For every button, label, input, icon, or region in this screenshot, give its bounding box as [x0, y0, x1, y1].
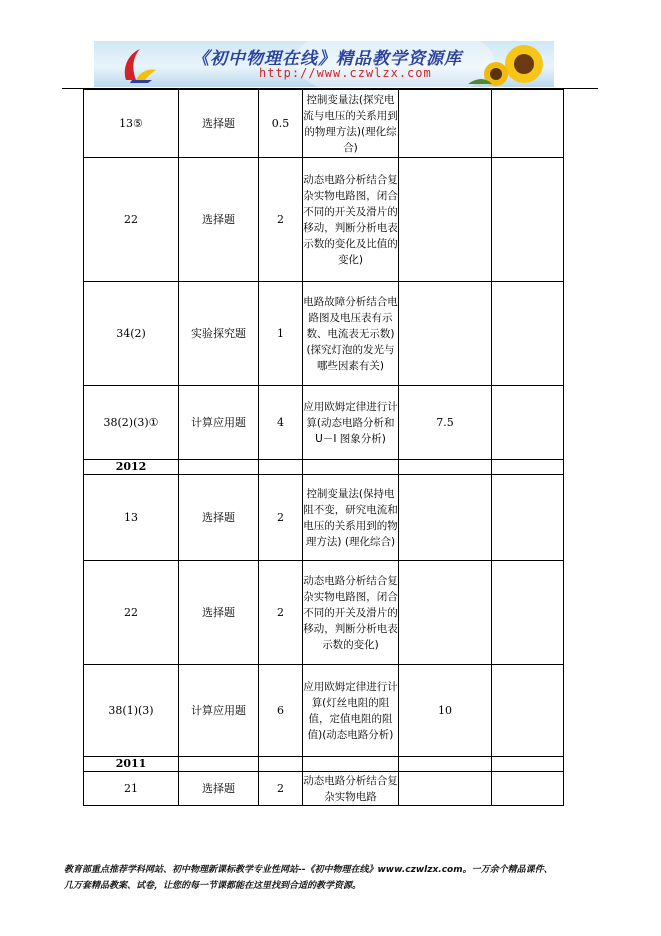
exam-analysis-table — [83, 89, 564, 806]
total-score-cell — [399, 158, 492, 282]
question-type-cell: 选择题 — [179, 158, 259, 282]
year-row — [84, 757, 564, 772]
table-row — [84, 90, 564, 158]
table-row — [84, 386, 564, 460]
empty-cell — [259, 460, 303, 475]
total-score-cell: 7.5 — [399, 386, 492, 460]
remark-cell — [492, 665, 564, 757]
question-number-cell: 22 — [84, 561, 179, 665]
empty-cell — [303, 757, 399, 772]
score-cell: 2 — [259, 561, 303, 665]
table-row — [84, 282, 564, 386]
question-type-cell: 选择题 — [179, 475, 259, 561]
remark-cell — [492, 386, 564, 460]
empty-cell — [399, 460, 492, 475]
empty-cell — [303, 460, 399, 475]
remark-cell — [492, 772, 564, 806]
banner-url[interactable]: http://www.czwlzx.com — [259, 66, 432, 80]
question-number-cell: 34(2) — [84, 282, 179, 386]
table-row — [84, 561, 564, 665]
table-row — [84, 158, 564, 282]
empty-cell — [492, 757, 564, 772]
site-logo-icon — [118, 46, 158, 84]
year-cell: 2012 — [84, 460, 179, 475]
sunflower-icon — [462, 44, 552, 86]
score-cell: 1 — [259, 282, 303, 386]
score-cell: 4 — [259, 386, 303, 460]
table-row — [84, 475, 564, 561]
knowledge-point-cell: 应用欧姆定律进行计算(动态电路分析和 U－I 图象分析) — [303, 386, 399, 460]
knowledge-point-cell: 动态电路分析结合复杂实物电路图，闭合不同的开关及滑片的移动，判断分析电表示数的变化及比值的变化) — [303, 158, 399, 282]
remark-cell — [492, 158, 564, 282]
empty-cell — [179, 460, 259, 475]
question-type-cell: 实验探究题 — [179, 282, 259, 386]
banner-title: 《初中物理在线》精品教学资源库 — [192, 49, 462, 69]
score-cell: 2 — [259, 158, 303, 282]
question-type-cell: 计算应用题 — [179, 665, 259, 757]
question-type-cell: 选择题 — [179, 772, 259, 806]
empty-cell — [259, 757, 303, 772]
knowledge-point-cell: 控制变量法(保持电阻不变，研究电流和电压的关系用到的物理方法) (理化综合) — [303, 475, 399, 561]
knowledge-point-cell: 动态电路分析结合复杂实物电路 — [303, 772, 399, 806]
question-type-cell: 选择题 — [179, 90, 259, 158]
total-score-cell — [399, 90, 492, 158]
total-score-cell — [399, 282, 492, 386]
knowledge-point-cell: 电路故障分析结合电路图及电压表有示数、电流表无示数)(探究灯泡的发光与哪些因素有关) — [303, 282, 399, 386]
total-score-cell: 10 — [399, 665, 492, 757]
year-cell: 2011 — [84, 757, 179, 772]
remark-cell — [492, 90, 564, 158]
score-cell: 2 — [259, 772, 303, 806]
table-row — [84, 665, 564, 757]
total-score-cell — [399, 561, 492, 665]
question-number-cell: 13⑤ — [84, 90, 179, 158]
score-cell: 0.5 — [259, 90, 303, 158]
page-footer — [64, 862, 604, 894]
question-number-cell: 13 — [84, 475, 179, 561]
score-cell: 6 — [259, 665, 303, 757]
empty-cell — [492, 460, 564, 475]
remark-cell — [492, 282, 564, 386]
remark-cell — [492, 561, 564, 665]
score-cell: 2 — [259, 475, 303, 561]
question-type-cell: 选择题 — [179, 561, 259, 665]
knowledge-point-cell: 动态电路分析结合复杂实物电路图，闭合不同的开关及滑片的移动，判断分析电表示数的变化) — [303, 561, 399, 665]
table-row — [84, 772, 564, 806]
footer-line-1: 教育部重点推荐学科网站、初中物理新课标教学专业性网站--《初中物理在线》www.czwlzx.com。一万余个精品课件、 — [64, 865, 553, 875]
empty-cell — [179, 757, 259, 772]
knowledge-point-cell: 控制变量法(探究电流与电压的关系用到的物理方法)(理化综合) — [303, 90, 399, 158]
knowledge-point-cell: 应用欧姆定律进行计算(灯丝电阻的阻值，定值电阻的阻值)(动态电路分析) — [303, 665, 399, 757]
remark-cell — [492, 475, 564, 561]
footer-line-2: 几万套精品教案、试卷，让您的每一节课都能在这里找到合适的教学资源。 — [64, 881, 362, 891]
question-type-cell: 计算应用题 — [179, 386, 259, 460]
total-score-cell — [399, 772, 492, 806]
question-number-cell: 38(1)(3) — [84, 665, 179, 757]
question-number-cell: 22 — [84, 158, 179, 282]
question-number-cell: 21 — [84, 772, 179, 806]
header-banner — [94, 41, 554, 87]
total-score-cell — [399, 475, 492, 561]
question-number-cell: 38(2)(3)① — [84, 386, 179, 460]
empty-cell — [399, 757, 492, 772]
year-row — [84, 460, 564, 475]
